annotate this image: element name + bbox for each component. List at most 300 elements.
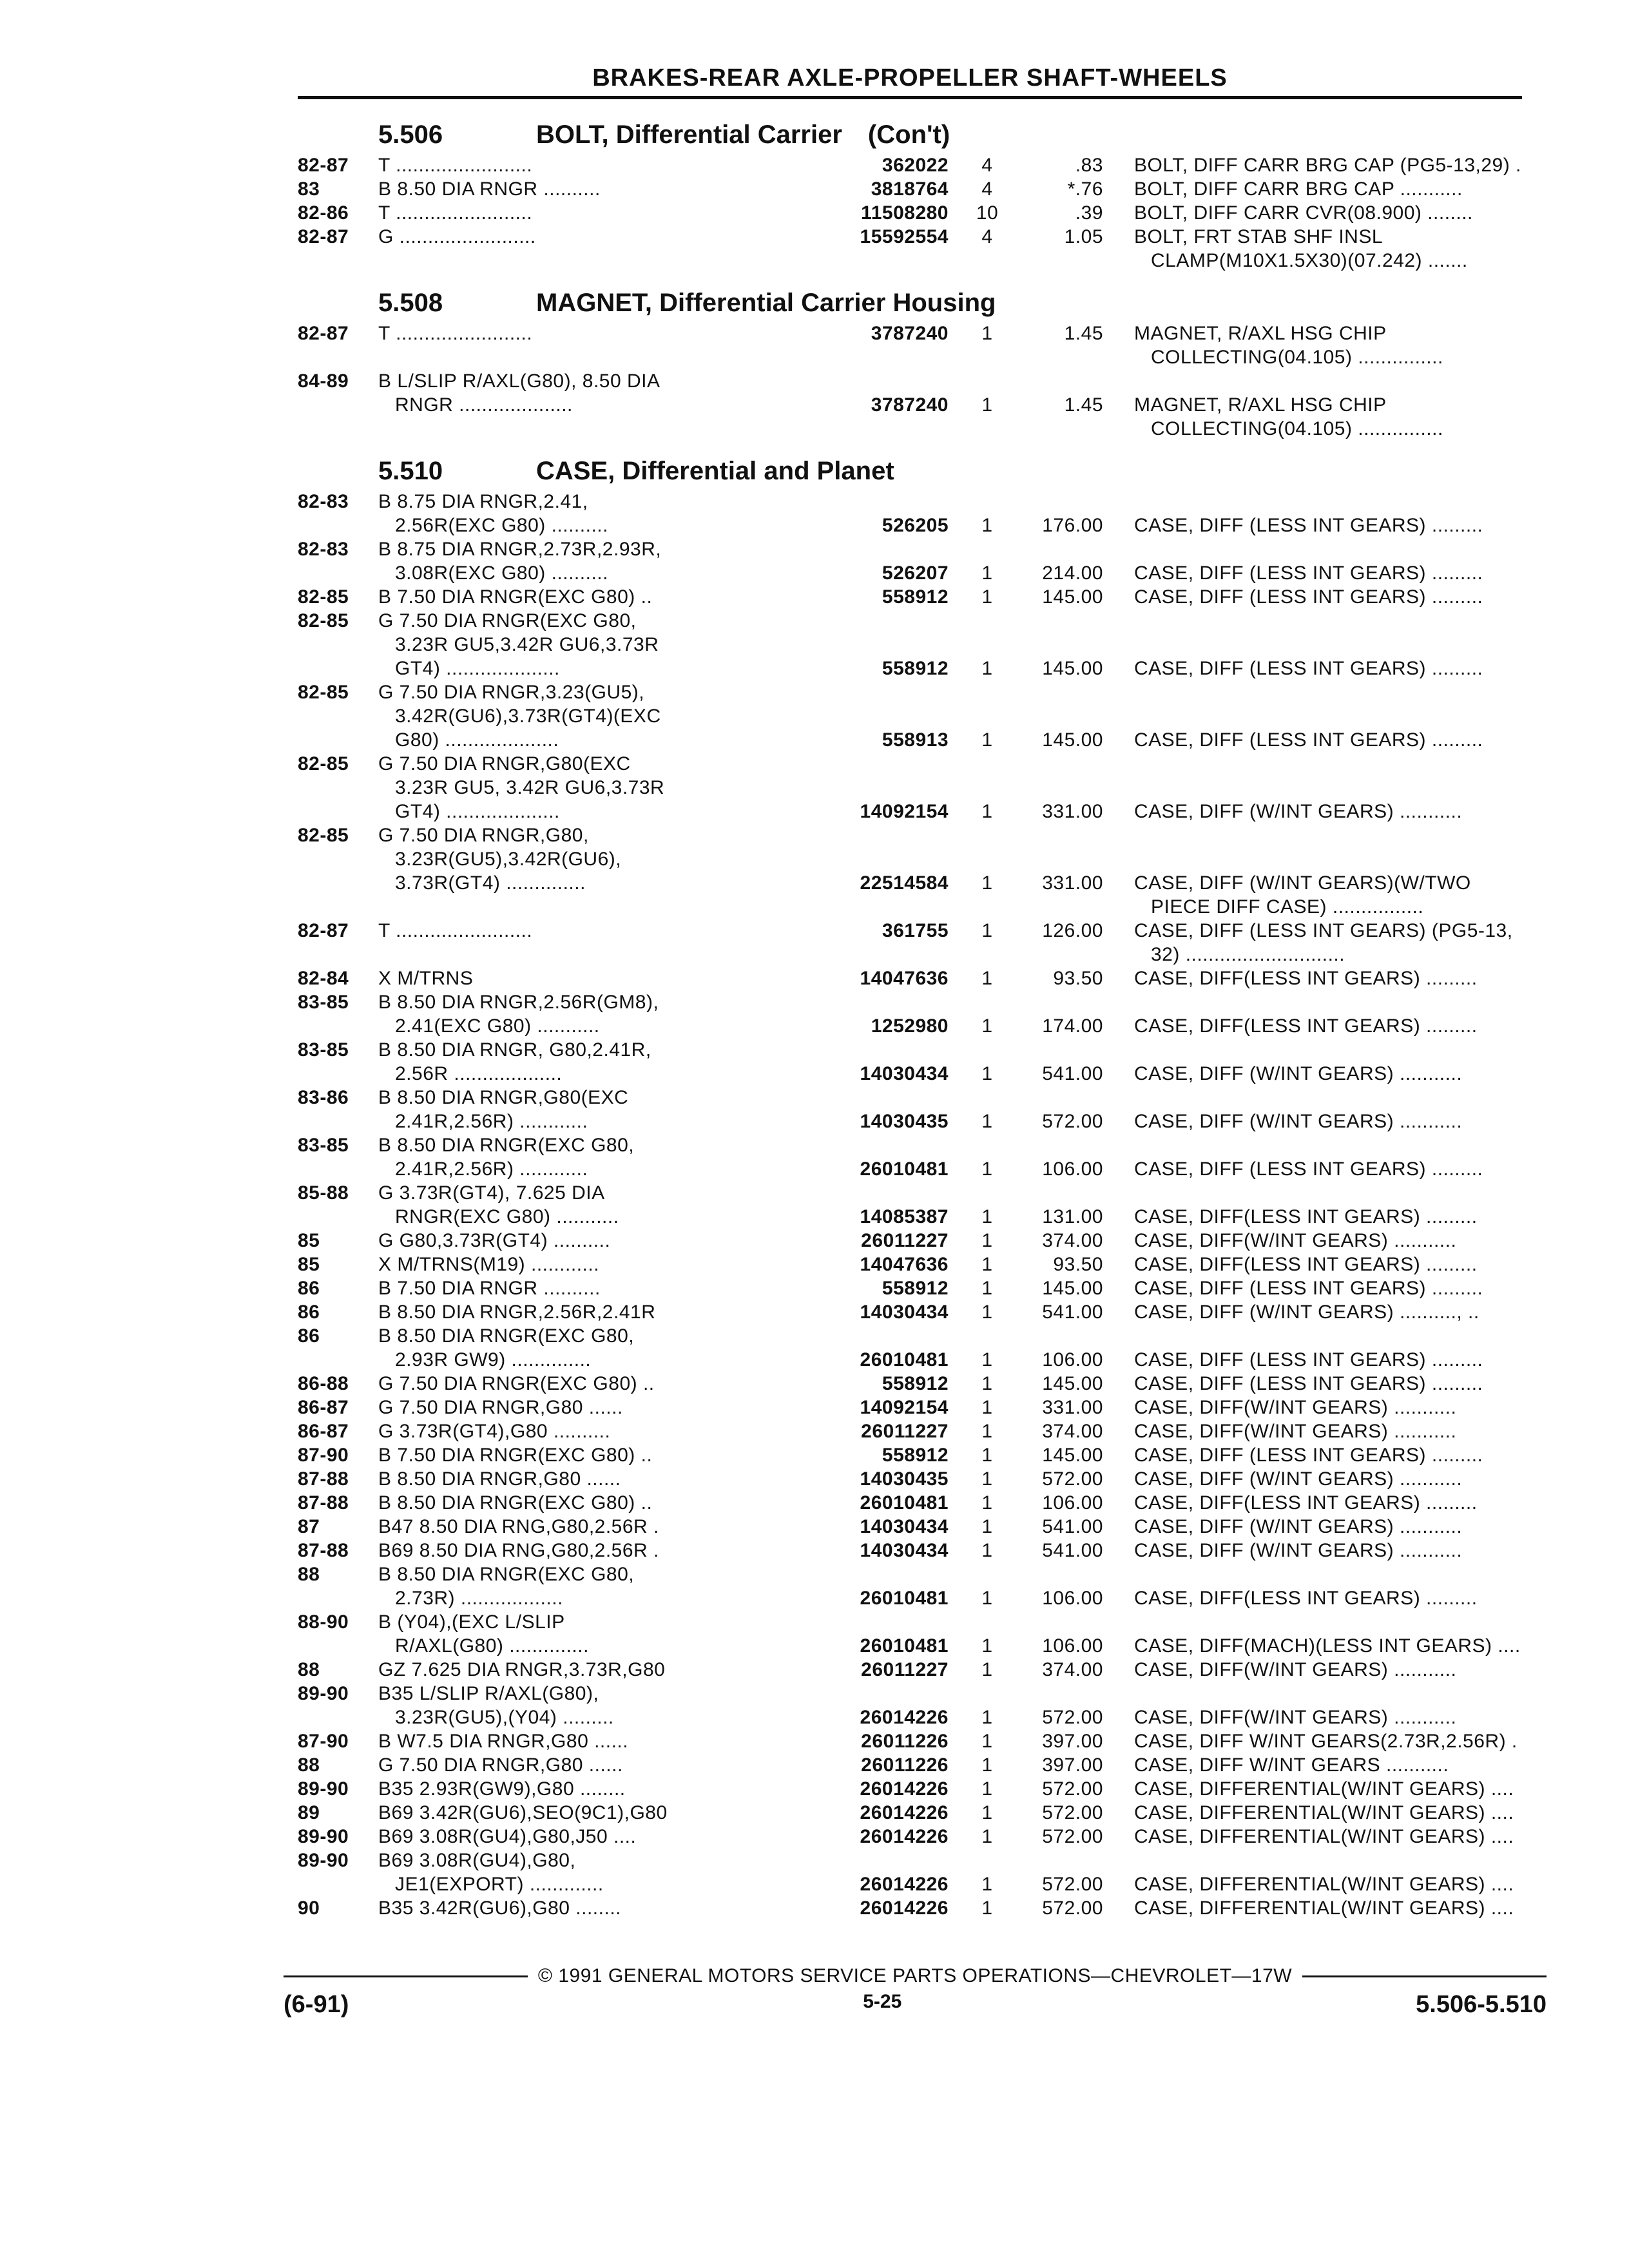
section-title [298,450,1522,486]
table-row [298,966,1522,990]
usage-description: B 8.50 DIA RNGR(EXC G80, [378,1135,635,1156]
table-row [298,1801,1522,1825]
table-row [298,1539,1522,1562]
usage-cell [378,895,820,919]
part-name: CASE, DIFF (LESS INT GEARS) ......... [1134,1278,1483,1299]
part-name [1134,1181,1522,1205]
usage-description: 2.56R(EXC G80) .......... [395,515,608,536]
quantity: 1 [981,1421,993,1442]
price [1007,1133,1103,1157]
table-row [298,1276,1522,1300]
table-row [298,1324,1522,1348]
price: 572.00 [1042,1111,1103,1132]
model-year: 87-88 [298,1492,349,1514]
usage-description: B 8.50 DIA RNGR,2.56R(GM8), [378,992,659,1013]
price: 106.00 [1042,1349,1103,1370]
price: 572.00 [1042,1707,1103,1728]
model-year [298,1157,378,1181]
quantity: 1 [981,1778,993,1800]
price: 572.00 [1042,1468,1103,1490]
price: 106.00 [1042,1158,1103,1180]
price [1007,345,1103,369]
price: 174.00 [1042,1015,1103,1037]
quantity [968,369,1007,393]
quantity: 1 [981,1278,993,1299]
part-number: 14030435 [860,1468,949,1490]
usage-description: G 7.50 DIA RNGR,G80 ...... [378,1397,623,1418]
part-name [1134,776,1522,800]
usage-cell [378,1706,820,1729]
usage-cell [378,1253,820,1276]
part-name: CASE, DIFF (LESS INT GEARS) ......... [1134,586,1483,608]
usage-description: B47 8.50 DIA RNG,G80,2.56R . [378,1516,659,1537]
part-number [820,1324,949,1348]
quantity: 1 [981,1754,993,1776]
catalog-page [298,64,1522,1920]
quantity: 1 [981,1540,993,1561]
part-name: CASE, DIFF(LESS INT GEARS) ......... [1134,1254,1478,1275]
part-number: 26014226 [860,1898,949,1919]
price [1007,680,1103,704]
table-row-continuation [298,728,1522,752]
quantity: 1 [981,1874,993,1895]
part-name: CASE, DIFF(W/INT GEARS) ........... [1134,1659,1457,1680]
usage-cell [378,1753,820,1777]
section-number: 5.506 [378,120,443,149]
table-row-continuation [298,1872,1522,1896]
model-year: 84-89 [298,370,349,392]
usage-description: G 3.73R(GT4),G80 .......... [378,1421,611,1442]
model-year: 89 [298,1802,320,1823]
price [1007,990,1103,1014]
usage-description: B 8.50 DIA RNGR,2.56R,2.41R [378,1302,656,1323]
table-row-continuation [298,1586,1522,1610]
part-name: BOLT, FRT STAB SHF INSL [1134,226,1383,247]
model-year: 82-87 [298,226,349,247]
table-row [298,1467,1522,1491]
price: .83 [1075,155,1103,176]
part-number: 22514584 [860,872,949,894]
usage-cell [378,1658,820,1682]
price [1007,537,1103,561]
usage-description: R/AXL(G80) .............. [395,1635,589,1657]
table-row-continuation [298,943,1522,966]
footer-copyright: © 1991 GENERAL MOTORS SERVICE PARTS OPERATIONS—CHEVROLET—17W [537,1965,1293,1986]
model-year [298,1014,378,1038]
price: 541.00 [1042,1302,1103,1323]
part-number: 26011227 [861,1421,949,1442]
quantity [968,895,1007,919]
model-year [298,800,378,823]
part-name: CASE, DIFF (W/INT GEARS) ........... [1134,1468,1463,1490]
model-year [298,249,378,273]
table-row-continuation [298,1348,1522,1372]
part-name: CASE, DIFF(W/INT GEARS) ........... [1134,1421,1457,1442]
usage-description: 3.23R(GU5),(Y04) ......... [395,1707,614,1728]
quantity: 4 [981,226,993,247]
table-row-continuation [298,561,1522,585]
quantity: 1 [981,1158,993,1180]
table-row [298,1133,1522,1157]
price: 214.00 [1042,562,1103,584]
model-year: 86-88 [298,1373,349,1394]
usage-cell [378,680,820,704]
quantity: 1 [981,1373,993,1394]
usage-description: B 8.50 DIA RNGR, G80,2.41R, [378,1039,651,1061]
part-number: 558912 [882,586,949,608]
part-number: 26011226 [861,1731,949,1752]
model-year [298,1110,378,1133]
sections-container [298,113,1522,1920]
part-number: 26010481 [860,1158,949,1180]
model-year: 88 [298,1659,320,1680]
table-row-continuation [298,345,1522,369]
part-name: CASE, DIFF(LESS INT GEARS) ......... [1134,1015,1478,1037]
part-number [820,1086,949,1110]
section-heading: CASE, Differential and Planet [536,457,894,485]
model-year [298,871,378,895]
usage-description: GT4) .................... [395,801,560,822]
price [1007,1849,1103,1872]
part-number: 26011226 [861,1754,949,1776]
part-name: CASE, DIFF (W/INT GEARS) ........... [1134,801,1463,822]
price: 397.00 [1042,1731,1103,1752]
part-name: CASE, DIFF (LESS INT GEARS) (PG5-13, [1134,920,1513,941]
model-year: 82-85 [298,586,349,608]
part-number: 15592554 [860,226,949,247]
usage-description: B 8.50 DIA RNGR(EXC G80, [378,1564,635,1585]
usage-description: B35 3.42R(GU6),G80 ........ [378,1898,621,1919]
usage-description: 2.93R GW9) .............. [395,1349,592,1370]
quantity: 1 [981,1206,993,1227]
part-name [1134,490,1522,514]
quantity: 1 [981,658,993,679]
usage-description: G 7.50 DIA RNGR,3.23(GU5), [378,682,645,703]
model-year [298,657,378,680]
price: 1.45 [1064,394,1103,416]
table-row [298,1610,1522,1634]
table-row [298,1086,1522,1110]
model-year: 86 [298,1325,320,1347]
table-row [298,1658,1522,1682]
part-number: 3787240 [871,394,949,416]
model-year [298,728,378,752]
part-number: 526205 [882,515,949,536]
model-year: 83 [298,178,320,200]
part-number [820,633,949,657]
price [1007,369,1103,393]
model-year: 83-85 [298,992,349,1013]
part-number [820,943,949,966]
quantity [968,1324,1007,1348]
quantity [968,1849,1007,1872]
table-row-continuation [298,800,1522,823]
usage-cell [378,823,820,847]
part-name: CASE, DIFF(LESS INT GEARS) ......... [1134,1588,1478,1609]
usage-cell [378,1324,820,1348]
table-row-continuation [298,514,1522,537]
table-row [298,1729,1522,1753]
quantity [968,823,1007,847]
usage-cell [378,1443,820,1467]
price: 541.00 [1042,1516,1103,1537]
usage-cell [378,393,820,417]
table-row-continuation [298,871,1522,895]
model-year: 88 [298,1754,320,1776]
part-name: CASE, DIFF (LESS INT GEARS) ......... [1134,515,1483,536]
model-year: 82-87 [298,920,349,941]
usage-description [378,943,820,966]
part-name: CASE, DIFF W/INT GEARS(2.73R,2.56R) . [1134,1731,1518,1752]
table-row-continuation [298,1706,1522,1729]
part-number: 558913 [882,729,949,751]
part-number: 26014226 [860,1778,949,1800]
price [1007,1324,1103,1348]
quantity [968,704,1007,728]
usage-cell [378,153,820,177]
part-name: CASE, DIFF (W/INT GEARS) ........... [1134,1111,1463,1132]
part-number: 14030434 [860,1063,949,1084]
usage-cell [378,728,820,752]
model-year [298,1205,378,1229]
usage-cell [378,514,820,537]
table-row-continuation [298,1634,1522,1658]
price [1007,776,1103,800]
usage-description: B W7.5 DIA RNGR,G80 ...... [378,1731,629,1752]
model-year [298,895,378,919]
page-header: BRAKES-REAR AXLE-PROPELLER SHAFT-WHEELS [298,64,1522,99]
quantity [968,490,1007,514]
usage-description: B 8.75 DIA RNGR,2.41, [378,491,588,512]
quantity: 1 [981,1111,993,1132]
table-row-continuation [298,704,1522,728]
part-number: 26010481 [860,1635,949,1657]
part-number: 14030434 [860,1540,949,1561]
price: 331.00 [1042,1397,1103,1418]
part-name [1134,1086,1522,1110]
model-year [298,393,378,417]
quantity: 1 [981,1588,993,1609]
part-number [820,417,949,441]
table-row-continuation [298,657,1522,680]
quantity: 1 [981,1707,993,1728]
usage-description: GZ 7.625 DIA RNGR,3.73R,G80 [378,1659,666,1680]
part-name: CASE, DIFF(MACH)(LESS INT GEARS) .... [1134,1635,1521,1657]
usage-description: G 7.50 DIA RNGR(EXC G80) .. [378,1373,655,1394]
model-year: 85 [298,1254,320,1275]
usage-cell [378,1729,820,1753]
usage-cell [378,1539,820,1562]
table-row [298,1396,1522,1419]
table-row [298,1682,1522,1706]
price: 374.00 [1042,1421,1103,1442]
price: 145.00 [1042,729,1103,751]
part-name: MAGNET, R/AXL HSG CHIP [1134,323,1387,344]
quantity [968,990,1007,1014]
part-number [820,990,949,1014]
model-year: 87-90 [298,1731,349,1752]
price: 131.00 [1042,1206,1103,1227]
price: 93.50 [1053,968,1103,989]
part-number: 558912 [882,658,949,679]
quantity [968,776,1007,800]
part-number [820,345,949,369]
price: 176.00 [1042,515,1103,536]
quantity: 1 [981,801,993,822]
usage-cell [378,1181,820,1205]
quantity [968,249,1007,273]
usage-description: 3.08R(EXC G80) .......... [395,562,608,584]
usage-cell [378,561,820,585]
usage-cell [378,919,820,943]
quantity [968,1086,1007,1110]
quantity [968,1133,1007,1157]
usage-description: B 8.50 DIA RNGR .......... [378,178,601,200]
part-number: 1252980 [871,1015,949,1037]
table-row [298,369,1522,393]
quantity: 1 [981,1802,993,1823]
part-number [820,680,949,704]
usage-cell [378,249,820,273]
price: .39 [1075,202,1103,224]
usage-cell [378,776,820,800]
model-year: 82-84 [298,968,349,989]
part-name: CASE, DIFFERENTIAL(W/INT GEARS) .... [1134,1802,1514,1823]
part-number [820,369,949,393]
part-number [820,1133,949,1157]
usage-cell [378,1348,820,1372]
part-number [820,1610,949,1634]
usage-description: B69 8.50 DIA RNG,G80,2.56R . [378,1540,659,1561]
price: 145.00 [1042,1278,1103,1299]
usage-cell [378,657,820,680]
footer-rule-right [1302,1975,1547,1977]
part-number [820,1038,949,1062]
quantity [968,633,1007,657]
usage-cell [378,800,820,823]
quantity: 1 [981,586,993,608]
quantity [968,1181,1007,1205]
table-row-continuation [298,249,1522,273]
usage-description: 2.41(EXC G80) ........... [395,1015,600,1037]
usage-description: X M/TRNS [378,968,474,989]
model-year [298,1062,378,1086]
quantity: 1 [981,1063,993,1084]
usage-description: 2.41R,2.56R) ............ [395,1111,588,1132]
model-year [298,345,378,369]
quantity: 1 [981,1659,993,1680]
part-name: CASE, DIFFERENTIAL(W/INT GEARS) .... [1134,1826,1514,1847]
quantity: 1 [981,562,993,584]
table-row-continuation [298,1205,1522,1229]
usage-cell [378,966,820,990]
usage-description: B 8.50 DIA RNGR,G80(EXC [378,1087,629,1108]
table-row [298,1753,1522,1777]
table-row [298,1777,1522,1801]
usage-description: 3.23R GU5, 3.42R GU6,3.73R [395,777,665,798]
part-name [1134,704,1522,728]
part-number [820,609,949,633]
part-name: CASE, DIFF (LESS INT GEARS) ......... [1134,1445,1483,1466]
usage-description [378,345,820,369]
part-number: 26010481 [860,1349,949,1370]
part-name [1134,537,1522,561]
part-number: 26014226 [860,1826,949,1847]
quantity: 4 [981,178,993,200]
usage-description: 3.23R(GU5),3.42R(GU6), [395,849,622,870]
usage-description: B69 3.08R(GU4),G80,J50 .... [378,1826,637,1847]
usage-cell [378,345,820,369]
part-name [1134,680,1522,704]
part-name: COLLECTING(04.105) ............... [1151,418,1443,439]
part-number: 14047636 [860,968,949,989]
usage-cell [378,201,820,225]
quantity [968,1038,1007,1062]
usage-cell [378,369,820,393]
price [1007,633,1103,657]
usage-description: G 3.73R(GT4), 7.625 DIA [378,1182,605,1204]
price: 1.05 [1064,226,1103,247]
usage-description: JE1(EXPORT) ............. [395,1874,604,1895]
table-row [298,1181,1522,1205]
part-number [820,1562,949,1586]
quantity: 1 [981,1230,993,1251]
model-year [298,847,378,871]
model-year [298,1872,378,1896]
quantity [968,847,1007,871]
table-row [298,1372,1522,1396]
usage-cell [378,704,820,728]
model-year [298,561,378,585]
usage-cell [378,177,820,201]
model-year: 82-87 [298,323,349,344]
price [1007,417,1103,441]
part-name [1134,823,1522,847]
table-row-continuation [298,633,1522,657]
quantity [968,345,1007,369]
model-year: 82-85 [298,753,349,774]
model-year: 87-88 [298,1468,349,1490]
usage-cell [378,1014,820,1038]
part-number [820,776,949,800]
usage-description: GT4) .................... [395,658,560,679]
table-row [298,490,1522,514]
table-row [298,537,1522,561]
usage-cell [378,1515,820,1539]
page-footer [284,1965,1547,2019]
quantity: 1 [981,1302,993,1323]
part-name: CASE, DIFF(LESS INT GEARS) ......... [1134,1492,1478,1514]
usage-cell [378,1300,820,1324]
part-name: CASE, DIFF (LESS INT GEARS) ......... [1134,658,1483,679]
footer-copyright-line [284,1965,1547,1987]
quantity: 1 [981,968,993,989]
usage-cell [378,633,820,657]
part-number: 26014226 [860,1707,949,1728]
part-name: COLLECTING(04.105) ............... [1151,347,1443,368]
part-name: CASE, DIFF(W/INT GEARS) ........... [1134,1230,1457,1251]
model-year: 82-87 [298,155,349,176]
usage-description: B35 2.93R(GW9),G80 ........ [378,1778,626,1800]
part-number: 14085387 [860,1206,949,1227]
section-number: 5.508 [378,289,443,317]
usage-cell [378,1276,820,1300]
price: 93.50 [1053,1254,1103,1275]
price [1007,1682,1103,1706]
usage-description: RNGR(EXC G80) ........... [395,1206,619,1227]
usage-cell [378,752,820,776]
quantity [968,609,1007,633]
